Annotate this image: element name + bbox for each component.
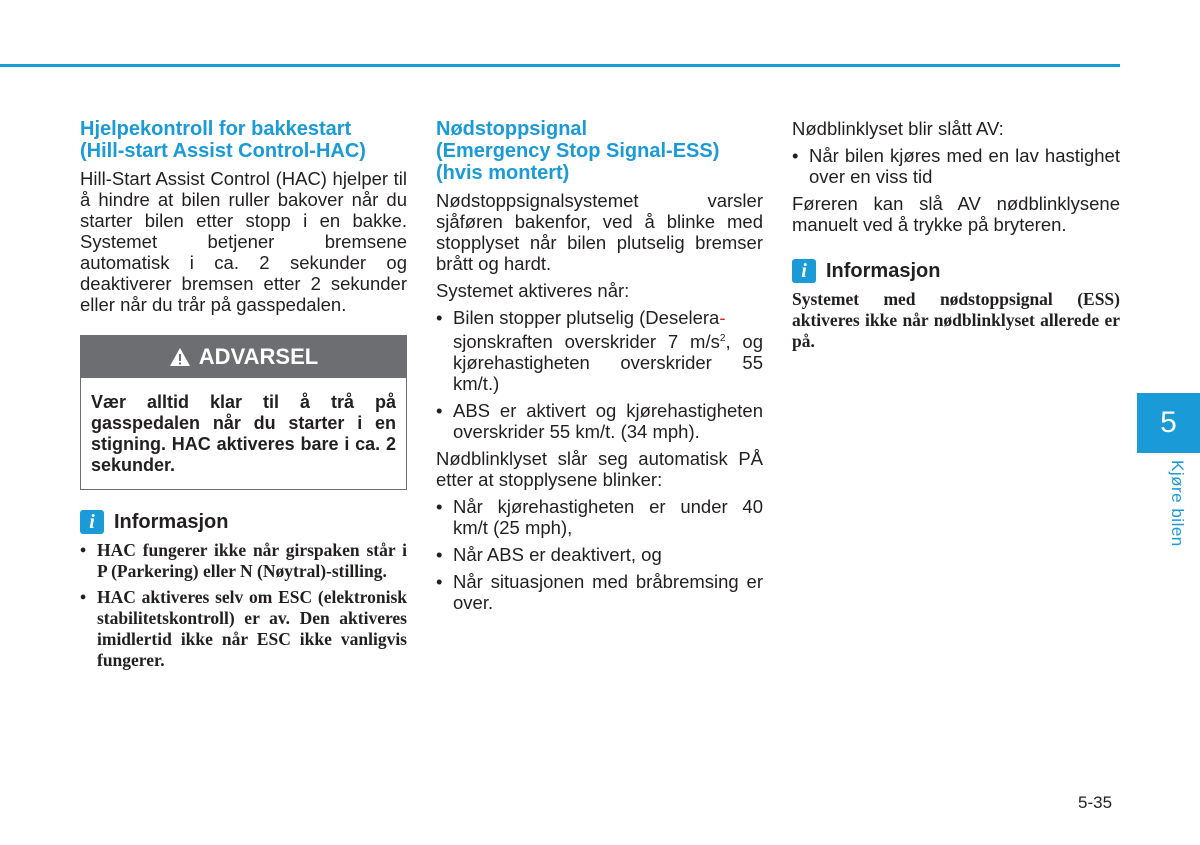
list-item-text: Når situasjonen med bråbremsing er over. <box>453 571 763 614</box>
bullet-glyph: • <box>436 307 443 328</box>
hac-heading <box>80 118 407 162</box>
ess-auto-list <box>436 496 763 613</box>
list-item-text: Når kjørehastigheten er under 40 km/t (25 mph), <box>453 496 763 539</box>
warning-box <box>80 335 407 490</box>
bullet-glyph: • <box>80 587 87 607</box>
top-rule <box>0 64 1120 67</box>
list-item-text: sjonskraften overskrider 7 m/s <box>453 331 720 353</box>
list-item <box>436 496 763 538</box>
chapter-title: Kjøre bilen <box>1168 460 1187 547</box>
page-number: 5-35 <box>1078 793 1113 812</box>
hac-heading-line2: (Hill-start Assist Control-HAC) <box>80 140 366 162</box>
list-item <box>436 544 763 565</box>
warning-title: ADVARSEL <box>198 344 319 369</box>
info-heading-1 <box>80 510 407 534</box>
info-title-1: Informasjon <box>114 510 229 533</box>
hac-heading-line1: Hjelpekontroll for bakkestart <box>80 118 352 140</box>
list-item <box>436 571 763 613</box>
list-item-text: Når bilen kjøres med en lav hastighet over en viss tid <box>809 145 1120 187</box>
ess-auto-on: Nødblinklyset slår seg automatisk PÅ etter at stopplysene blinker: <box>436 448 763 491</box>
list-item-text: Når ABS er deaktivert, og <box>453 544 662 566</box>
info-title-2: Informasjon <box>826 259 941 282</box>
column-right <box>792 118 1120 352</box>
hac-body: Hill-Start Assist Control (HAC) hjelper til å hindre at bilen ruller bakover når du starter bilen etter stopp i en bakke. Systemet betjener bremsene automatisk i ca. 2 sekunder og deaktiverer bremsen etter 2 sekunder eller når du trår på gasspedalen. <box>80 168 407 315</box>
ess-heading-line3: (hvis montert) <box>436 162 570 184</box>
list-item-text: Bilen stopper plutselig (Deselera <box>453 307 720 328</box>
ess-intro: Nødstoppsignalsystemet varsler sjåføren bakenfor, ved å blinke med stopplyset når bilen plutselig bremser brått og hardt. <box>436 190 763 274</box>
ess-heading-line2: (Emergency Stop Signal-ESS) <box>436 140 720 162</box>
list-item <box>80 587 407 671</box>
hyphen-mark: - <box>719 307 726 328</box>
warning-header <box>81 336 406 378</box>
bullet-glyph: • <box>792 145 799 166</box>
column-left <box>80 118 407 676</box>
list-item <box>80 540 407 582</box>
ess-heading-line1: Nødstoppsignal <box>436 118 588 140</box>
ess-off-label: Nødblinklyset blir slått AV: <box>792 118 1004 139</box>
warning-text: Vær alltid klar til å trå på gasspedalen når du starter i en stigning. HAC aktiveres bare i ca. 2 sekunder. <box>91 392 396 475</box>
list-item-text: HAC fungerer ikke når girspaken står i P (Parkering) eller N (Nøytral)-stilling. <box>97 540 407 581</box>
info-text-2: Systemet med nødstoppsignal (ESS) aktiveres ikke når nødblinklyset allerede er på. <box>792 289 1120 351</box>
list-item <box>436 307 763 394</box>
chapter-number: 5 <box>1160 406 1177 439</box>
bullet-glyph: • <box>436 571 443 593</box>
info-heading-2 <box>792 259 1120 283</box>
info-icon: i <box>80 510 104 534</box>
list-item <box>792 145 1120 187</box>
ess-activates-label: Systemet aktiveres når: <box>436 280 630 301</box>
ess-activate-list <box>436 307 763 442</box>
bullet-glyph: • <box>80 540 87 560</box>
bullet-glyph: • <box>436 544 443 566</box>
info-list-1 <box>80 540 407 671</box>
bullet-glyph: • <box>436 496 443 518</box>
list-item-text: HAC aktiveres selv om ESC (elektronisk stabilitetskontroll) er av. Den aktiveres imidlertid ikke når ESC ikke vanligvis fungerer. <box>97 587 407 670</box>
bullet-glyph: • <box>436 400 443 422</box>
info-icon: i <box>792 259 816 283</box>
ess-heading <box>436 118 763 184</box>
ess-manual: Føreren kan slå AV nødblinklysene manuelt ved å trykke på bryteren. <box>792 193 1120 235</box>
ess-off-list <box>792 145 1120 187</box>
chapter-tab <box>1137 393 1200 453</box>
column-middle <box>436 118 763 619</box>
superscript: 2 <box>719 333 726 344</box>
warning-triangle-icon <box>169 347 191 367</box>
list-item-text: , og kjørehastigheten overskrider 55 km/t.) <box>453 331 763 395</box>
list-item <box>436 400 763 442</box>
list-item-text: ABS er aktivert og kjørehastigheten overskrider 55 km/t. (34 mph). <box>453 400 763 443</box>
